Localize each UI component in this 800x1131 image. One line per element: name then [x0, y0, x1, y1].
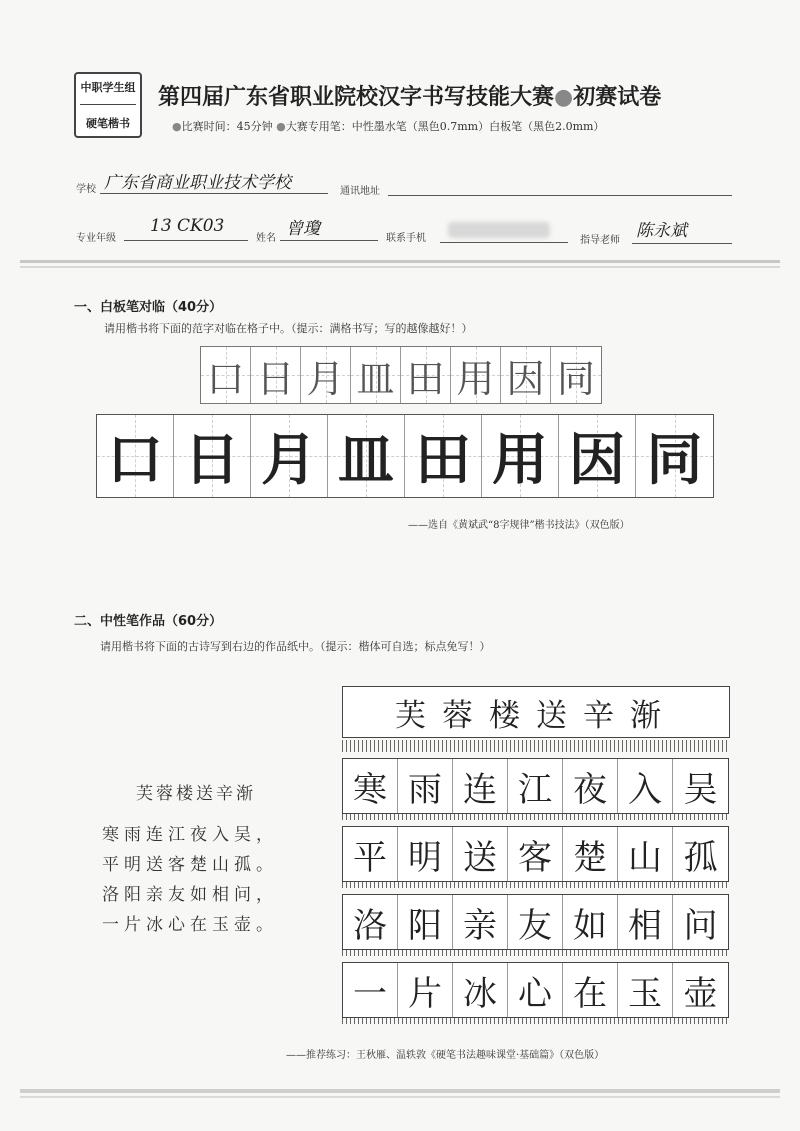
paper-char: 如 — [573, 905, 607, 946]
copy-char: 日 — [184, 428, 240, 493]
paper-char: 连 — [463, 769, 497, 810]
copy-char: 皿 — [338, 428, 394, 493]
copy-char: 田 — [415, 428, 471, 493]
exam-pens: 大赛专用笔：中性墨水笔（黑色0.7mm）白板笔（黑色2.0mm） — [285, 120, 605, 133]
model-char-cell — [501, 347, 551, 403]
paper-char: 心 — [518, 973, 552, 1014]
paper-char-cell[interactable] — [673, 827, 728, 881]
exam-time: 比赛时间：45分钟 — [181, 120, 273, 133]
paper-char-cell[interactable] — [343, 759, 398, 813]
copy-char-cell[interactable] — [482, 415, 559, 497]
major-underline — [124, 240, 248, 241]
major-value[interactable]: 13 CK03 — [150, 216, 225, 236]
paper-char-cell[interactable] — [563, 827, 618, 881]
model-char: 田 — [406, 356, 445, 401]
copy-char: 用 — [492, 428, 548, 493]
group-badge — [74, 72, 142, 138]
section1-credit: ——选自《黄斌武“8字规律”楷书技法》（双色版） — [408, 520, 630, 531]
paper-char: 寒 — [353, 769, 387, 810]
paper-char: 山 — [628, 837, 662, 878]
paper-char-cell[interactable] — [508, 963, 563, 1017]
paper-char-cell[interactable] — [453, 827, 508, 881]
section2-credit: ——推荐练习：王秋雁、温轶敦《硬笔书法趣味课堂·基础篇》（双色版） — [286, 1050, 605, 1061]
paper-margin-hatch — [342, 740, 730, 746]
exam-rules — [172, 118, 604, 134]
badge-category-label: 硬笔楷书 — [86, 117, 130, 131]
paper-char-cell[interactable] — [398, 963, 453, 1017]
bullet-dot-icon: ● — [554, 85, 574, 110]
paper-margin-hatch — [342, 950, 730, 956]
paper-char-cell[interactable] — [343, 895, 398, 949]
teacher-label: 指导老师 — [580, 235, 620, 246]
name-label: 姓名 — [256, 233, 276, 244]
copy-char: 口 — [107, 428, 163, 493]
paper-char-cell[interactable] — [618, 759, 673, 813]
section2-title: 二、中性笔作品（60分） — [74, 614, 223, 629]
paper-margin-hatch — [342, 814, 730, 820]
model-char: 月 — [306, 356, 345, 401]
paper-char-cell[interactable] — [673, 759, 728, 813]
paper-char: 客 — [518, 837, 552, 878]
school-label: 学校 — [76, 184, 96, 195]
paper-title: 芙蓉楼送辛渐 — [395, 697, 677, 734]
paper-char: 送 — [463, 837, 497, 878]
footer-divider-thin — [20, 1096, 780, 1098]
model-char-cell — [301, 347, 351, 403]
model-char-grid — [200, 346, 602, 404]
paper-char-cell[interactable] — [618, 963, 673, 1017]
composition-paper[interactable] — [342, 686, 730, 1022]
paper-char-cell[interactable] — [453, 759, 508, 813]
copy-char-cell[interactable] — [328, 415, 405, 497]
paper-char: 亲 — [463, 905, 497, 946]
paper-title-row — [342, 686, 730, 738]
poem-line-1: 寒雨连江夜入吴， — [102, 825, 278, 845]
header-divider-thin — [20, 266, 780, 268]
badge-group-label: 中职学生组 — [80, 80, 136, 94]
paper-char: 入 — [628, 769, 662, 810]
bullet-dot-icon: ● — [172, 120, 182, 133]
paper-char: 一 — [353, 973, 387, 1014]
model-char: 口 — [206, 356, 245, 401]
paper-char-cell[interactable] — [398, 759, 453, 813]
paper-char-cell[interactable] — [398, 827, 453, 881]
badge-divider — [80, 104, 136, 105]
paper-char: 相 — [628, 905, 662, 946]
bullet-dot-icon: ● — [276, 120, 286, 133]
section2-instruction: 请用楷书将下面的古诗写到右边的作品纸中。（提示：楷体可自选；标点免写！） — [100, 640, 491, 653]
copy-char-cell[interactable] — [405, 415, 482, 497]
copy-char-cell[interactable] — [174, 415, 251, 497]
section1-instruction: 请用楷书将下面的范字对临在格子中。（提示：满格书写；写的越像越好！） — [104, 322, 473, 335]
model-char-cell — [401, 347, 451, 403]
copy-char-cell[interactable] — [559, 415, 636, 497]
header-divider — [20, 260, 780, 263]
section1-title: 一、白板笔对临（40分） — [74, 300, 223, 315]
copy-char-grid[interactable] — [96, 414, 714, 498]
paper-char-cell[interactable] — [453, 895, 508, 949]
page-title — [158, 80, 661, 111]
paper-char: 平 — [353, 837, 387, 878]
model-char: 皿 — [356, 356, 395, 401]
paper-char-cell[interactable] — [398, 895, 453, 949]
teacher-value[interactable]: 陈永斌 — [636, 221, 687, 241]
paper-char: 夜 — [573, 769, 607, 810]
copy-char-cell[interactable] — [251, 415, 328, 497]
copy-char: 因 — [569, 428, 625, 493]
paper-char: 玉 — [628, 973, 662, 1014]
school-value[interactable]: 广东省商业职业技术学校 — [104, 173, 291, 193]
address-label: 通讯地址 — [340, 186, 380, 197]
paper-char-cell[interactable] — [563, 963, 618, 1017]
poem-line-2: 平明送客楚山孤。 — [102, 855, 278, 875]
paper-char: 孤 — [683, 837, 718, 878]
paper-char-cell[interactable] — [508, 759, 563, 813]
paper-char-cell[interactable] — [673, 963, 728, 1017]
paper-char: 友 — [518, 905, 552, 946]
name-value[interactable]: 曾瓊 — [286, 219, 320, 239]
model-char: 日 — [256, 356, 295, 401]
paper-margin-hatch — [342, 746, 730, 752]
paper-char-cell[interactable] — [453, 963, 508, 1017]
school-underline — [100, 193, 328, 194]
paper-char: 吴 — [683, 769, 718, 810]
paper-row — [342, 826, 729, 882]
paper-row — [342, 758, 729, 814]
model-char-cell — [201, 347, 251, 403]
paper-row — [342, 962, 729, 1018]
model-char-cell — [451, 347, 501, 403]
paper-char: 明 — [408, 837, 442, 878]
copy-char-cell[interactable] — [97, 415, 174, 497]
poem-line-3: 洛阳亲友如相问， — [102, 885, 278, 905]
paper-char-cell[interactable] — [343, 827, 398, 881]
paper-row — [342, 894, 729, 950]
teacher-underline — [632, 243, 732, 244]
paper-char: 楚 — [573, 837, 607, 878]
model-char-cell — [551, 347, 601, 403]
model-char: 因 — [506, 356, 545, 401]
paper-char-cell[interactable] — [508, 895, 563, 949]
copy-char-cell[interactable] — [636, 415, 713, 497]
paper-char-cell[interactable] — [508, 827, 563, 881]
paper-char: 在 — [573, 973, 607, 1014]
poem-title: 芙蓉楼送辛渐 — [136, 784, 256, 804]
paper-char-cell[interactable] — [563, 895, 618, 949]
paper-char: 壶 — [683, 973, 718, 1014]
paper-char-cell[interactable] — [618, 895, 673, 949]
paper-char-cell[interactable] — [618, 827, 673, 881]
paper-margin-hatch — [342, 882, 730, 888]
model-char-cell — [251, 347, 301, 403]
major-label: 专业年级 — [76, 233, 116, 244]
title-main: 第四届广东省职业院校汉字书写技能大赛 — [158, 85, 555, 110]
paper-char: 问 — [683, 905, 718, 946]
paper-char-cell[interactable] — [563, 759, 618, 813]
phone-underline — [440, 242, 568, 243]
paper-char: 雨 — [408, 769, 442, 810]
phone-label: 联系手机 — [386, 233, 426, 244]
copy-char: 月 — [261, 428, 317, 493]
model-char-cell — [351, 347, 401, 403]
title-suffix: 初赛试卷 — [573, 85, 662, 110]
paper-char-cell[interactable] — [673, 895, 728, 949]
address-underline — [388, 195, 732, 196]
paper-char: 洛 — [353, 905, 387, 946]
name-underline — [280, 240, 378, 241]
paper-char-cell[interactable] — [343, 963, 398, 1017]
model-char: 用 — [456, 356, 495, 401]
paper-char: 江 — [518, 769, 552, 810]
copy-char: 同 — [646, 428, 703, 493]
poem-line-4: 一片冰心在玉壶。 — [102, 915, 278, 935]
paper-char: 阳 — [408, 905, 442, 946]
paper-char: 片 — [408, 973, 442, 1014]
footer-divider — [20, 1089, 780, 1093]
paper-char: 冰 — [463, 973, 497, 1014]
model-char: 同 — [556, 356, 595, 401]
paper-margin-hatch — [342, 1018, 730, 1024]
phone-redacted — [448, 222, 550, 238]
